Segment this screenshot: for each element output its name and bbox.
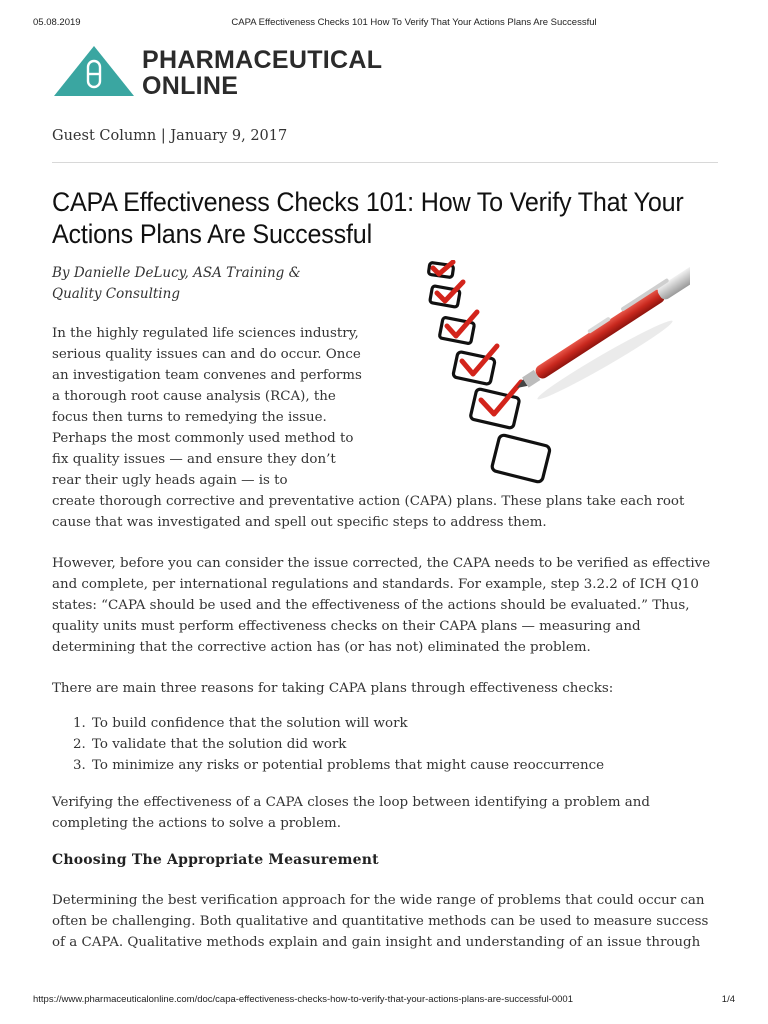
intro-paragraph: In the highly regulated life sciences industry, serious quality issues can and do occur. Once an investigation team convenes and performs a thorough root cause analysis (RCA), the focus then turns to remedying the issue. Perhaps the most commonly used method to fix quality issues — and ensure they don’t rear their ugly heads again — is to xyxy=(52,326,362,488)
paragraph: Verifying the effectiveness of a CAPA closes the loop between identifying a problem and completing the actions to solve a problem. xyxy=(52,795,650,831)
print-header xyxy=(0,17,768,31)
byline-affiliation: Quality Consulting xyxy=(52,286,180,302)
logo-line-2: ONLINE xyxy=(142,72,239,100)
print-doc-title: CAPA Effectiveness Checks 101 How To Verify That Your Actions Plans Are Successful xyxy=(231,17,597,28)
intro-paragraph-continued: create thorough corrective and preventative action (CAPA) plans. These plans take each root cause that was investigated and spell out specific steps to address them. xyxy=(52,494,685,530)
checklist-pen-illustration xyxy=(415,260,690,495)
list-item: 1. To build confidence that the solution will work xyxy=(90,713,740,734)
reasons-list xyxy=(75,713,740,776)
divider xyxy=(52,162,718,163)
list-item: 3. To minimize any risks or potential problems that might cause reoccurrence xyxy=(90,755,740,776)
logo-line-1: PHARMACEUTICAL xyxy=(142,46,383,74)
article-title: CAPA Effectiveness Checks 101: How To Verify That Your Actions Plans Are Successful xyxy=(52,187,684,249)
section-heading: Choosing The Appropriate Measurement xyxy=(52,852,379,868)
print-url: https://www.pharmaceuticalonline.com/doc/capa-effectiveness-checks-how-to-verify-that-your-actions-plans-are-successful-0001 xyxy=(33,994,573,1005)
byline xyxy=(52,263,342,305)
page-number: 1/4 xyxy=(721,994,735,1005)
site-logo[interactable] xyxy=(52,44,392,100)
byline-author: By Danielle DeLucy, ASA Training & xyxy=(52,265,301,281)
logo-triangle-icon xyxy=(52,44,136,100)
print-footer xyxy=(0,994,768,1008)
print-date: 05.08.2019 xyxy=(33,17,81,28)
article-meta: Guest Column | January 9, 2017 xyxy=(52,128,288,144)
list-item: 2. To validate that the solution did work xyxy=(90,734,740,755)
paragraph: Determining the best verification approach for the wide range of problems that could occur can often be challenging. Both qualitative and quantitative methods can be used to measure success of a CAPA. Qualitative methods explain and gain insight and understanding of an issue through xyxy=(52,893,709,950)
paragraph: There are main three reasons for taking CAPA plans through effectiveness checks: xyxy=(52,681,614,696)
logo-wordmark xyxy=(142,47,382,99)
paragraph: However, before you can consider the issue corrected, the CAPA needs to be verified as effective and complete, per international regulations and standards. For example, step 3.2.2 of ICH Q10 states: “CAPA should be used and the effectiveness of the actions should be evaluated.” Thus, quality units must perform effectiveness checks on their CAPA plans — measuring and determining that the corrective action has (or has not) eliminated the problem. xyxy=(52,556,711,655)
